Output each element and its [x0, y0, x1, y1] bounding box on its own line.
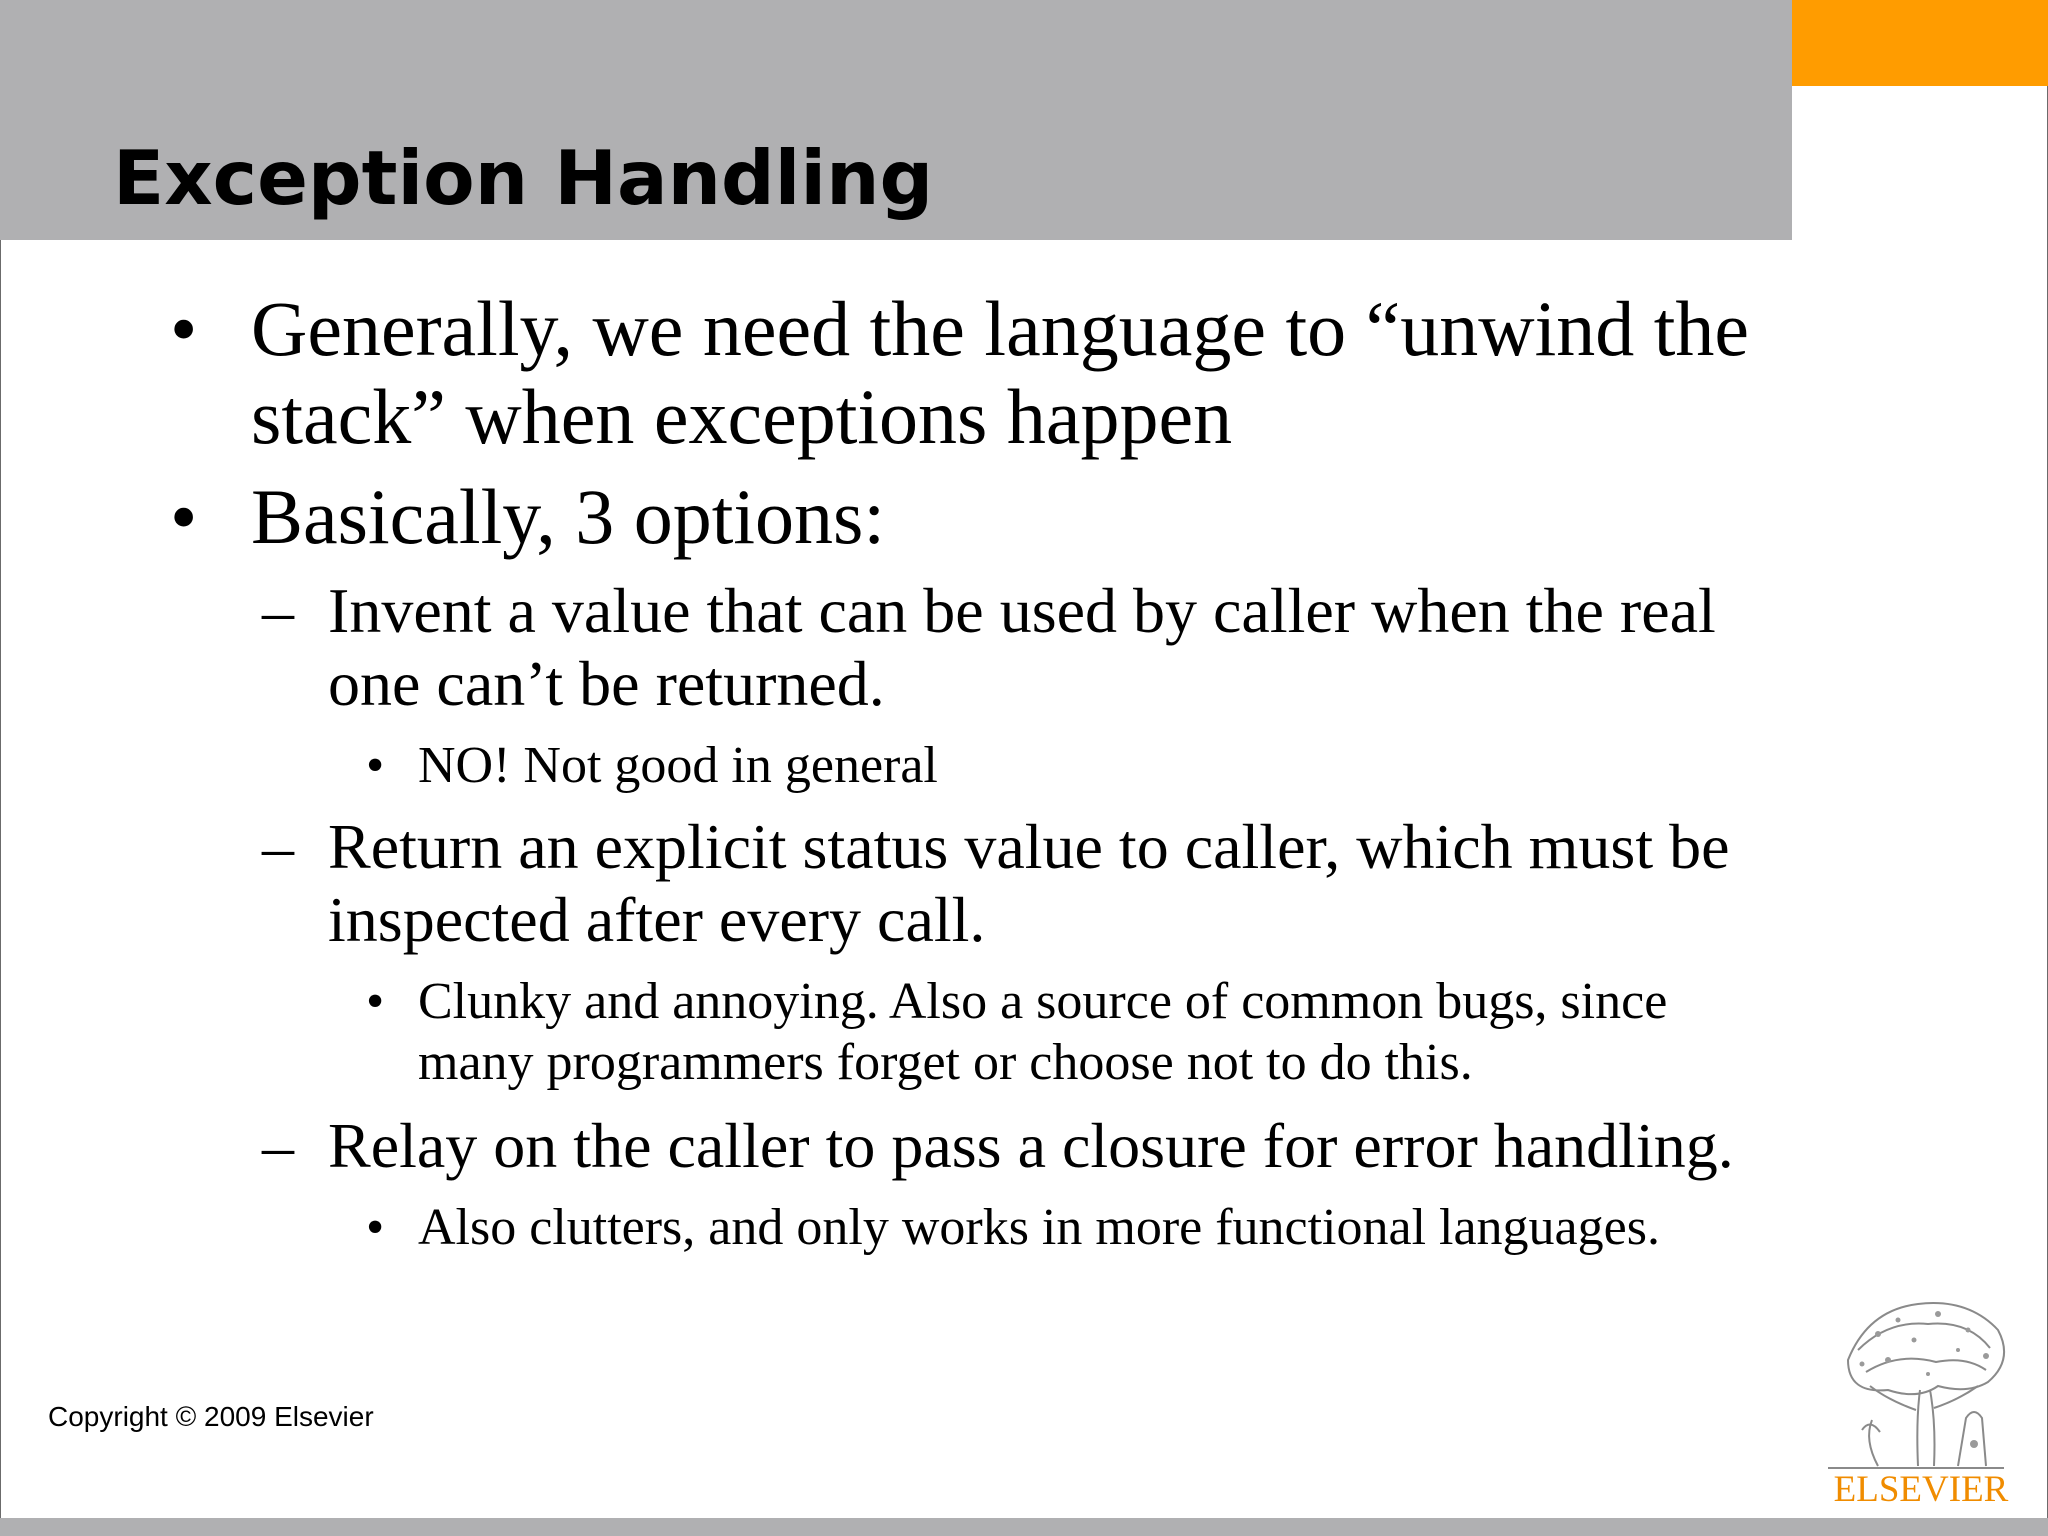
option-invent-line-2: one can’t be returned.	[328, 648, 885, 719]
option-closure-note: Also clutters, and only works in more functional languages.	[418, 1199, 1660, 1256]
option-closure-line-1: Relay on the caller to pass a closure for error handling.	[328, 1110, 1734, 1181]
option-status-line-2: inspected after every call.	[328, 884, 986, 955]
dash-marker: –	[262, 811, 294, 882]
bullet-options: Basically, 3 options:	[251, 473, 886, 560]
elsevier-logo-text: ELSEVIER	[1833, 1469, 2009, 1510]
bullet-marker: •	[170, 285, 198, 372]
bullet-unwind-line-1: Generally, we need the language to “unwind the	[251, 285, 1750, 372]
dash-marker: –	[262, 1110, 294, 1181]
elsevier-tree-icon	[1818, 1290, 2014, 1476]
slide-title: Exception Handling	[113, 134, 934, 222]
sub-bullet-marker: •	[366, 1199, 385, 1256]
dash-marker: –	[262, 575, 294, 646]
option-status-note-line-1: Clunky and annoying. Also a source of common bugs, since	[418, 973, 1668, 1030]
option-invent-note: NO! Not good in general	[418, 737, 938, 794]
bottom-rule	[0, 1518, 2048, 1536]
bullet-unwind-line-2: stack” when exceptions happen	[251, 373, 1233, 460]
option-invent-line-1: Invent a value that can be used by caller when the real	[328, 575, 1716, 646]
orange-accent-box	[1792, 0, 2048, 86]
option-status-line-1: Return an explicit status value to caller, which must be	[328, 811, 1730, 882]
copyright-notice: Copyright © 2009 Elsevier	[48, 1401, 374, 1432]
option-status-note-line-2: many programmers forget or choose not to do this.	[418, 1034, 1473, 1091]
bullet-marker: •	[170, 473, 198, 560]
sub-bullet-marker: •	[366, 973, 385, 1030]
sub-bullet-marker: •	[366, 737, 385, 794]
